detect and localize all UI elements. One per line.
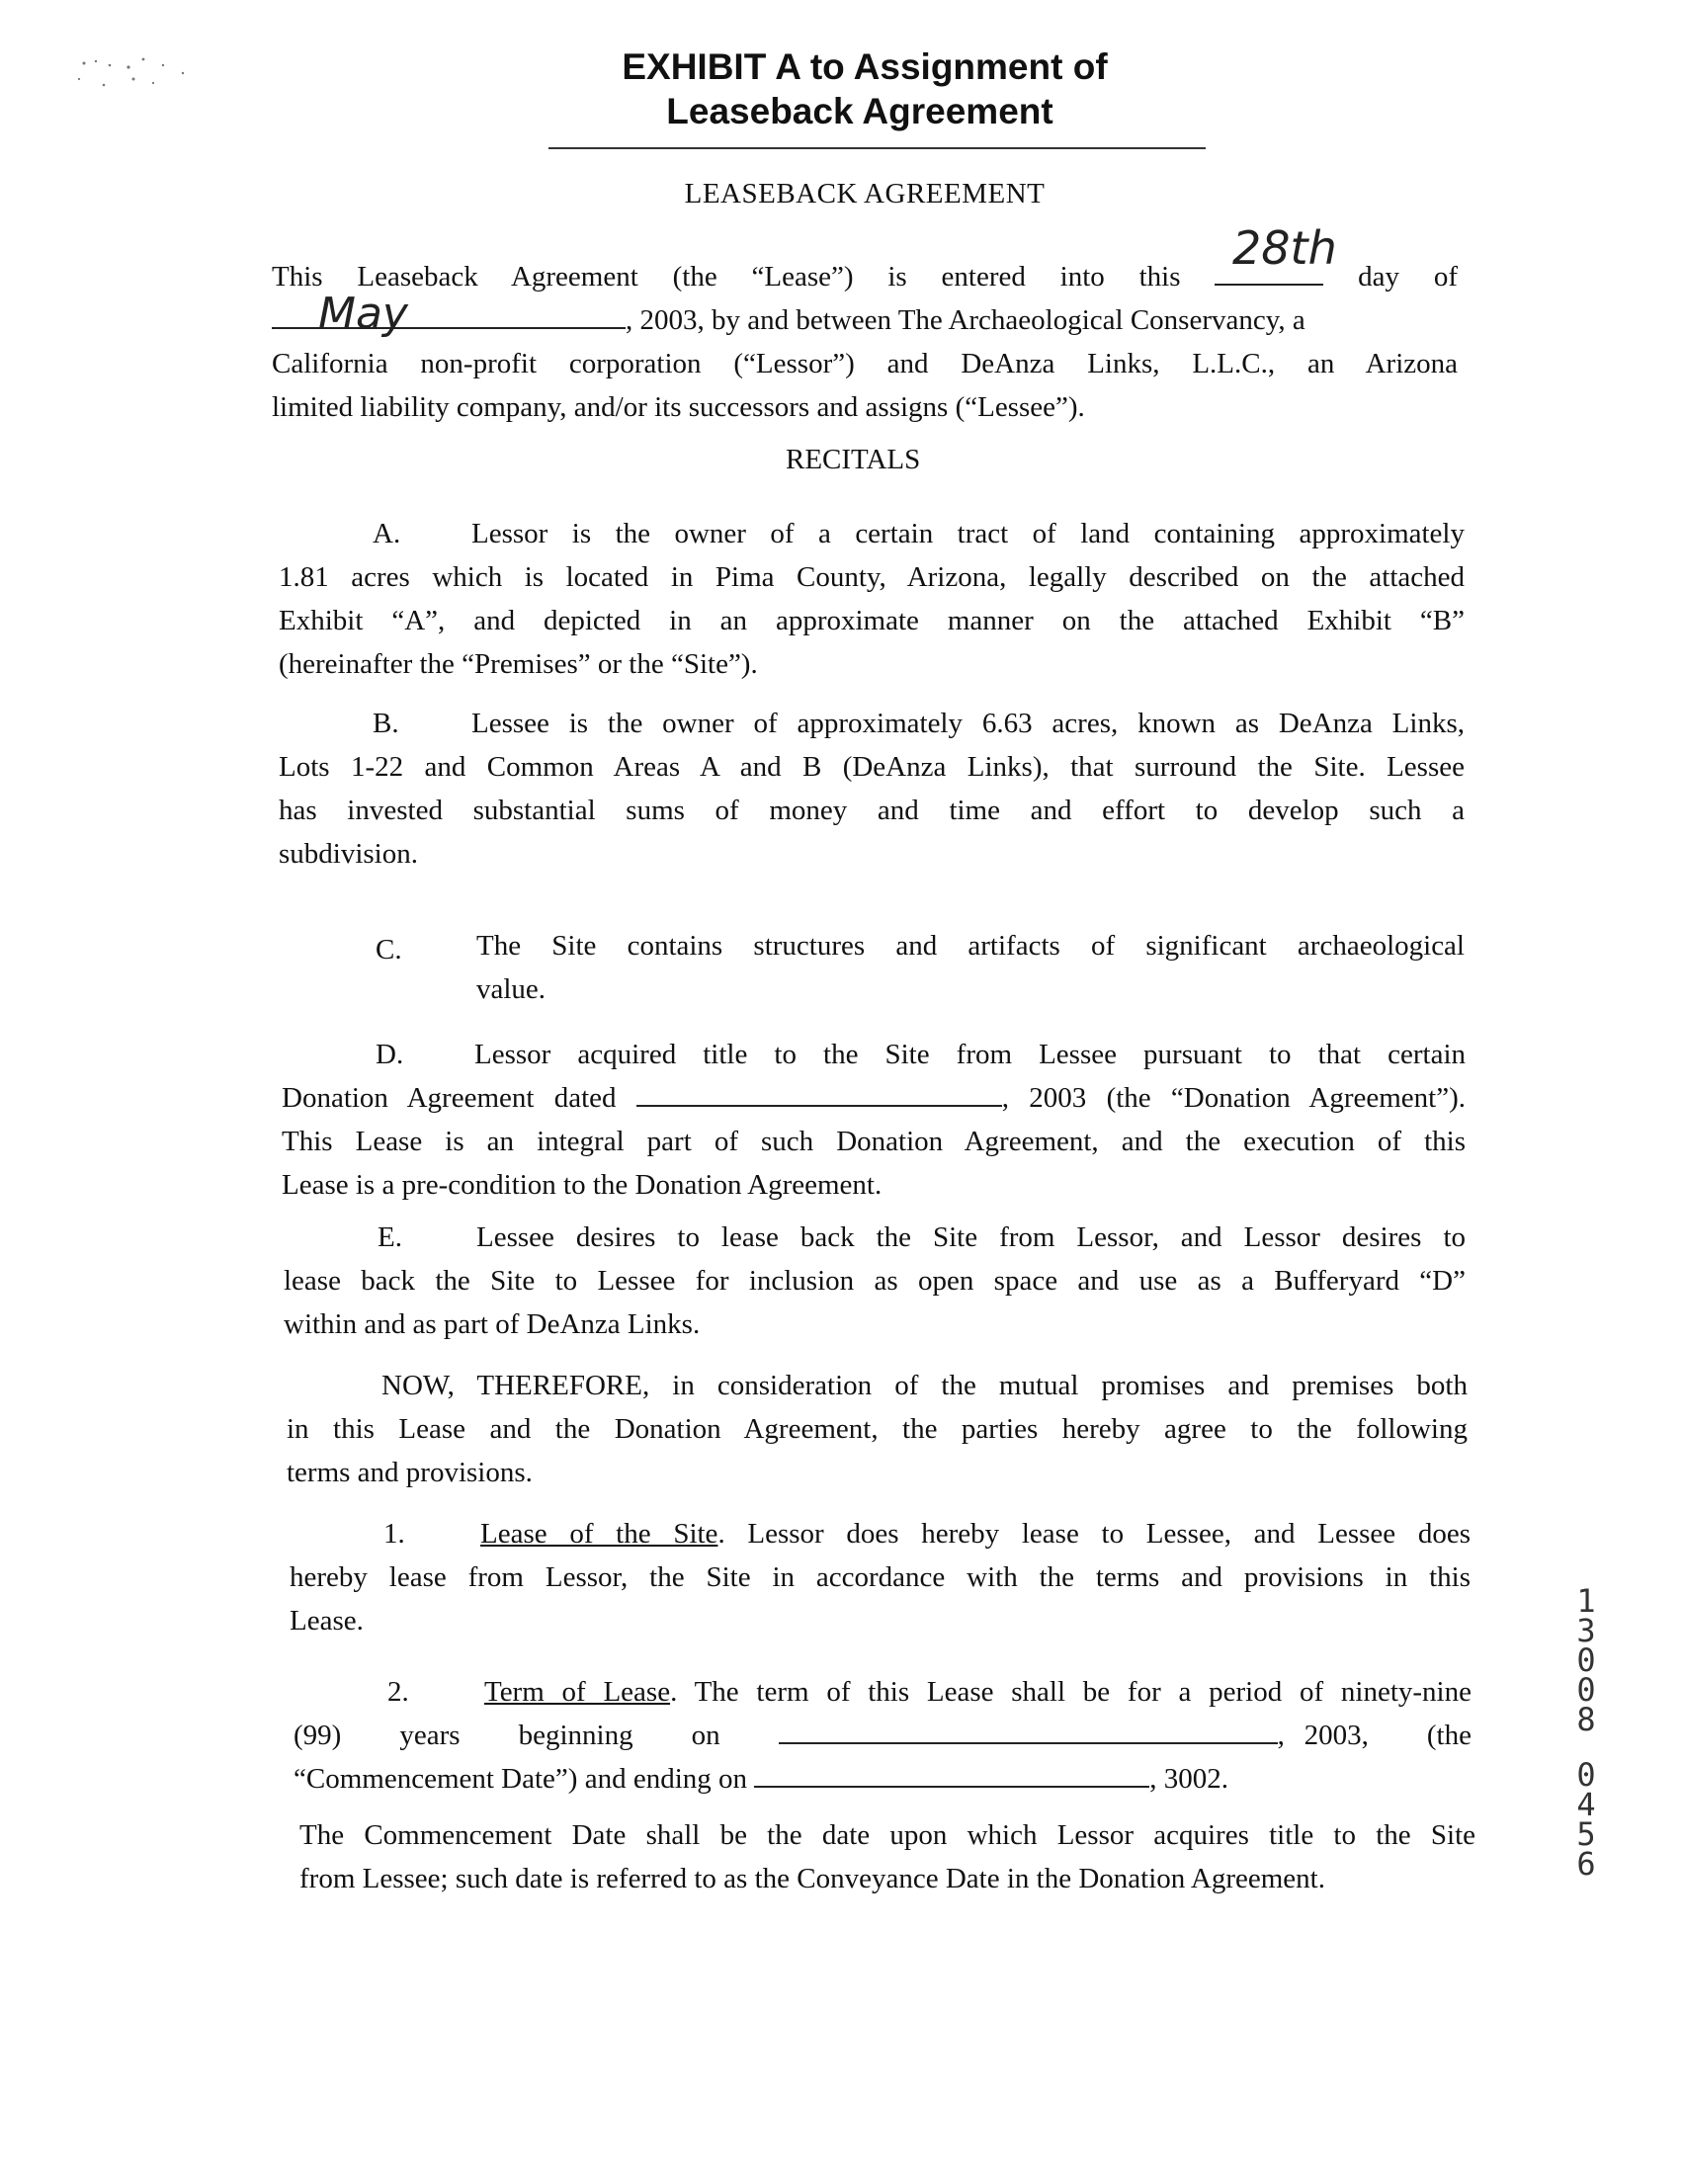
stamp-digit: 6 xyxy=(1576,1845,1596,1883)
exhibit-header-line2: Leaseback Agreement xyxy=(666,91,1053,131)
document-title: LEASEBACK AGREEMENT xyxy=(684,178,1046,210)
section-1 xyxy=(290,1512,1471,1642)
intro-line-3: California non-profit corporation (“Lessor”) and DeAnza Links, L.L.C., an Arizona xyxy=(272,348,1458,379)
section-1-line-1: 1. Lease of the Site. Lessor does hereby lease to Lessee, and Lessee does xyxy=(290,1512,1471,1555)
donation-date-blank xyxy=(636,1105,1002,1107)
recital-a-marker: A. xyxy=(373,518,401,549)
exhibit-header-line1: EXHIBIT A to Assignment of xyxy=(622,46,1108,87)
document-stamp-number xyxy=(1566,1582,1606,1883)
section-2-heading: Term of Lease xyxy=(484,1676,671,1708)
recital-b-line-1: B. Lessee is the owner of approximately 6.63 acres, known as DeAnza Links, xyxy=(279,702,1465,745)
recital-a xyxy=(279,512,1465,686)
stamp-digit: 4 xyxy=(1576,1786,1596,1823)
stamp-digit: 8 xyxy=(1576,1701,1596,1738)
recital-b-line-3: has invested substantial sums of money and time and effort to develop such a xyxy=(279,795,1465,826)
handwritten-month: May xyxy=(318,289,408,339)
recital-e-line-1: E. Lessee desires to lease back the Site from Lessor, and Lessor desires to xyxy=(284,1216,1466,1259)
stamp-digit: 5 xyxy=(1576,1815,1596,1853)
stamp-digit: 0 xyxy=(1576,1756,1596,1794)
recital-c-line-2: value. xyxy=(476,973,547,1005)
intro-paragraph xyxy=(272,255,1458,429)
section-2-line-2: (99) years beginning on , 2003, (the xyxy=(294,1720,1472,1751)
section-2-line-1: 2. Term of Lease. The term of this Lease shall be for a period of ninety-nine xyxy=(294,1670,1472,1714)
commencement-line-1: The Commencement Date shall be the date upon which Lessor acquires title to the Site xyxy=(299,1819,1475,1851)
recital-c-marker: C. xyxy=(376,934,402,966)
recital-c xyxy=(476,924,1465,1011)
section-2 xyxy=(294,1670,1472,1801)
recital-e-line-3: within and as part of DeAnza Links. xyxy=(284,1308,701,1340)
handwritten-day: 28th xyxy=(1232,221,1337,275)
recital-d-line-4: Lease is a pre-condition to the Donation Agreement. xyxy=(282,1169,883,1201)
recital-d-marker: D. xyxy=(376,1039,404,1070)
intro-line-4: limited liability company, and/or its successors and assigns (“Lessee”). xyxy=(272,391,1085,423)
recital-a-line-2: 1.81 acres which is located in Pima County, Arizona, legally described on the attached xyxy=(279,561,1465,593)
section-2-line-3: “Commencement Date”) and ending on , 3002. xyxy=(294,1763,1229,1795)
recitals-heading: RECITALS xyxy=(786,444,921,475)
recital-b-line-2: Lots 1-22 and Common Areas A and B (DeAnza Links), that surround the Site. Lessee xyxy=(279,751,1465,783)
recital-e-marker: E. xyxy=(378,1221,402,1253)
ending-date-blank xyxy=(754,1786,1149,1788)
recital-a-line-3: Exhibit “A”, and depicted in an approximate manner on the attached Exhibit “B” xyxy=(279,605,1465,636)
day-blank xyxy=(1215,284,1323,286)
stamp-line-1 xyxy=(1566,1582,1606,1738)
section-1-heading: Lease of the Site xyxy=(480,1518,718,1550)
recital-d-line-2: Donation Agreement dated , 2003 (the “Donation Agreement”). xyxy=(282,1082,1466,1114)
stamp-digit: 0 xyxy=(1576,1641,1596,1679)
recital-a-line-4: (hereinafter the “Premises” or the “Site”). xyxy=(279,648,758,680)
intro-line-1: This Leaseback Agreement (the “Lease”) is entered into this day of xyxy=(272,261,1459,293)
recital-b-line-4: subdivision. xyxy=(279,838,418,870)
now-therefore-line-1: NOW, THEREFORE, in consideration of the mutual promises and premises both xyxy=(381,1370,1468,1401)
now-therefore-line-3: terms and provisions. xyxy=(287,1457,533,1488)
section-1-line-3: Lease. xyxy=(290,1605,364,1637)
recital-c-line-1: The Site contains structures and artifacts of significant archaeological xyxy=(476,930,1465,962)
beginning-date-blank xyxy=(779,1742,1278,1744)
now-therefore-line-2: in this Lease and the Donation Agreement, the parties hereby agree to the following xyxy=(287,1413,1468,1445)
section-1-line-2: hereby lease from Lessor, the Site in accordance with the terms and provisions in this xyxy=(290,1561,1471,1593)
now-therefore-paragraph xyxy=(287,1364,1468,1494)
recital-d-line-1: D. Lessor acquired title to the Site from Lessee pursuant to that certain xyxy=(282,1033,1466,1076)
commencement-line-2: from Lessee; such date is referred to as the Conveyance Date in the Donation Agreement. xyxy=(299,1863,1325,1894)
stamp-line-2 xyxy=(1566,1756,1606,1883)
stamp-digit: 0 xyxy=(1576,1671,1596,1709)
section-2-number: 2. xyxy=(387,1676,409,1708)
recital-d-line-3: This Lease is an integral part of such Donation Agreement, and the execution of this xyxy=(282,1126,1466,1157)
recital-e xyxy=(284,1216,1466,1346)
recital-b-marker: B. xyxy=(373,708,399,739)
section-1-number: 1. xyxy=(383,1518,405,1550)
commencement-paragraph xyxy=(299,1813,1475,1900)
header-rule xyxy=(548,147,1206,149)
recital-a-line-1: A. Lessor is the owner of a certain tract of land containing approximately xyxy=(279,512,1465,555)
recital-b xyxy=(279,702,1465,876)
stamp-digit: 3 xyxy=(1576,1612,1596,1649)
recital-d xyxy=(282,1033,1466,1207)
recital-e-line-2: lease back the Site to Lessee for inclusion as open space and use as a Bufferyard “D” xyxy=(284,1265,1466,1297)
intro-line-2: , 2003, by and between The Archaeological Conservancy, a xyxy=(272,298,1458,342)
stamp-digit: 1 xyxy=(1576,1582,1596,1620)
